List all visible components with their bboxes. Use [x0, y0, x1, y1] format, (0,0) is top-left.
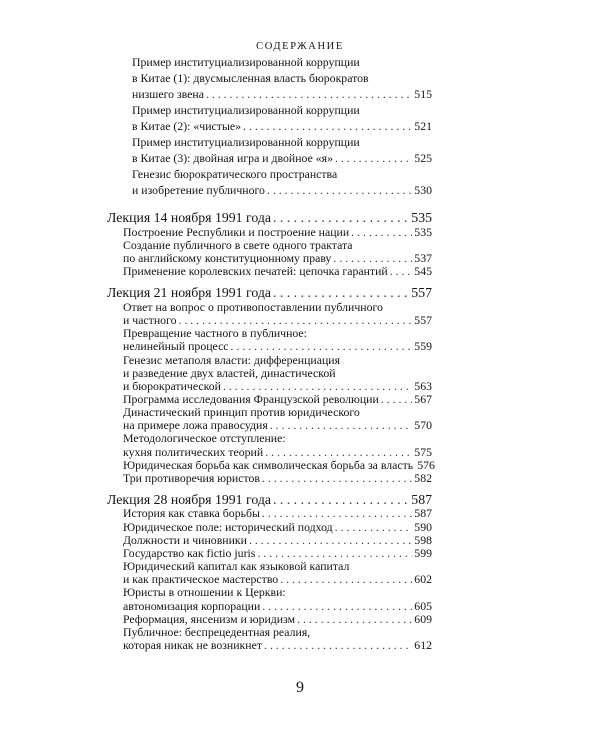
toc-entry-title: и бюрократической: [123, 379, 221, 393]
toc-entry-title: которая никак не возникнет: [123, 638, 262, 652]
toc-entry-page: 525: [414, 151, 432, 165]
toc-entry-page: 521: [414, 119, 432, 133]
toc-entry-title: Пример институциализированной коррупции: [132, 103, 360, 117]
toc-entry-title: Юридическое поле: исторический подход: [123, 520, 333, 534]
toc-entry-title: Построение Республики и построение нации: [123, 225, 350, 239]
toc-entry-title: нелинейный процесс: [123, 339, 229, 353]
toc-entry-page: 587: [414, 506, 432, 520]
toc-entry-page: 576: [417, 458, 435, 472]
toc-entry-page: 563: [414, 379, 432, 393]
toc-entry-title: Превращение частного в публичное:: [123, 326, 307, 340]
toc-entry-title: Юридическая борьба как символическая борьба за власть: [123, 458, 414, 472]
toc-entry-title: Реформация, янсенизм и юридизм: [123, 612, 296, 626]
toc-entry-page: 602: [414, 572, 432, 586]
toc-entry-title: Методологическое отступление:: [123, 431, 286, 445]
toc-entry-title: Должности и чиновники: [123, 533, 247, 547]
toc-entry-title: Пример институциализированной коррупции: [132, 55, 360, 69]
toc-entry-title: и частного: [123, 313, 177, 327]
toc-entry-page: 612: [414, 638, 432, 652]
toc-entry-page: 530: [414, 183, 432, 197]
toc-entry-title: Лекция 28 ноября 1991 года: [107, 492, 271, 507]
toc-entry-title: Генезис бюрократического пространства: [132, 167, 338, 181]
toc-entry-page: 567: [414, 392, 432, 406]
toc-entry-page: 557: [411, 285, 432, 300]
toc-entry-title: Публичное: беспрецедентная реалия,: [123, 625, 311, 639]
toc-entry: [123, 636, 432, 654]
toc-entry-page: 537: [414, 251, 432, 265]
toc-entry-title: История как ставка борьбы: [123, 506, 260, 520]
toc-entry: [123, 469, 432, 487]
toc-entry-page: 599: [414, 546, 432, 560]
toc-entry-page: 575: [414, 445, 432, 459]
toc-entry-title: Три противоречия юристов: [123, 471, 260, 485]
toc-entry-title: и изобретение публичного: [132, 183, 265, 197]
page-number: 9: [296, 679, 304, 696]
toc-entry-title: в Китае (3): двойная игра и двойное «я»: [132, 151, 333, 165]
toc-entry-page: 582: [414, 471, 432, 485]
dot-leader: [264, 636, 412, 654]
toc-entry-page: 535: [414, 225, 432, 239]
toc-entry-title: по английскому конституционному праву: [123, 251, 332, 265]
toc-entry-page: 590: [414, 520, 432, 534]
toc-entry-page: 559: [414, 339, 432, 353]
toc-entry-page: 515: [414, 87, 432, 101]
page-header: СОДЕРЖАНИЕ: [256, 41, 344, 52]
toc-entry-title: и разведение двух властей, династической: [123, 366, 336, 380]
toc-entry-title: Пример институциализированной коррупции: [132, 135, 360, 149]
toc-entry-title: Юристы в отношении к Церкви:: [123, 585, 286, 599]
toc-entry-title: Династический принцип против юридического: [123, 405, 360, 419]
toc-entry-title: автономизация корпорации: [123, 599, 261, 613]
toc-entry-title: в Китае (2): «чистые»: [132, 119, 242, 133]
toc-entry-title: Лекция 14 ноября 1991 года: [107, 210, 271, 225]
dot-leader: [262, 469, 412, 487]
toc-entry-title: Генезис метаполя власти: дифференциация: [123, 353, 341, 367]
toc-entry-title: на примере ложа правосудия: [123, 418, 268, 432]
toc-entry-page: 570: [414, 418, 432, 432]
toc-entry-title: Юридический капитал как языковой капитал: [123, 559, 350, 573]
toc-entry-page: 605: [414, 599, 432, 613]
toc-entry-title: Лекция 21 ноября 1991 года: [107, 285, 271, 300]
toc-entry-title: Ответ на вопрос о противопоставлении публичного: [123, 300, 383, 314]
toc-entry: [132, 181, 432, 199]
toc-entry-title: в Китае (1): двусмысленная власть бюрократов: [132, 71, 369, 85]
toc-entry-title: Создание публичного в свете одного трактата: [123, 238, 353, 252]
toc-entry-page: 535: [411, 210, 432, 225]
toc-entry-title: Применение королевских печатей: цепочка гарантий: [123, 264, 388, 278]
toc-entry-page: 545: [414, 264, 432, 278]
dot-leader: [390, 262, 413, 280]
toc-entry: [123, 262, 432, 280]
dot-leader: [267, 181, 412, 199]
toc-entry-page: 609: [414, 612, 432, 626]
toc-entry-title: Программа исследования Французской революции: [123, 392, 379, 406]
toc-entry-title: низшего звена: [132, 87, 204, 101]
toc-entry-title: Государство как fictio juris: [123, 546, 256, 560]
toc-entry-page: 587: [411, 492, 432, 507]
toc-entry-title: и как практическое мастерство: [123, 572, 279, 586]
toc-entry-title: кухня политических теорий: [123, 445, 264, 459]
toc-entry-page: 598: [414, 533, 432, 547]
toc-entry-page: 557: [414, 313, 432, 327]
